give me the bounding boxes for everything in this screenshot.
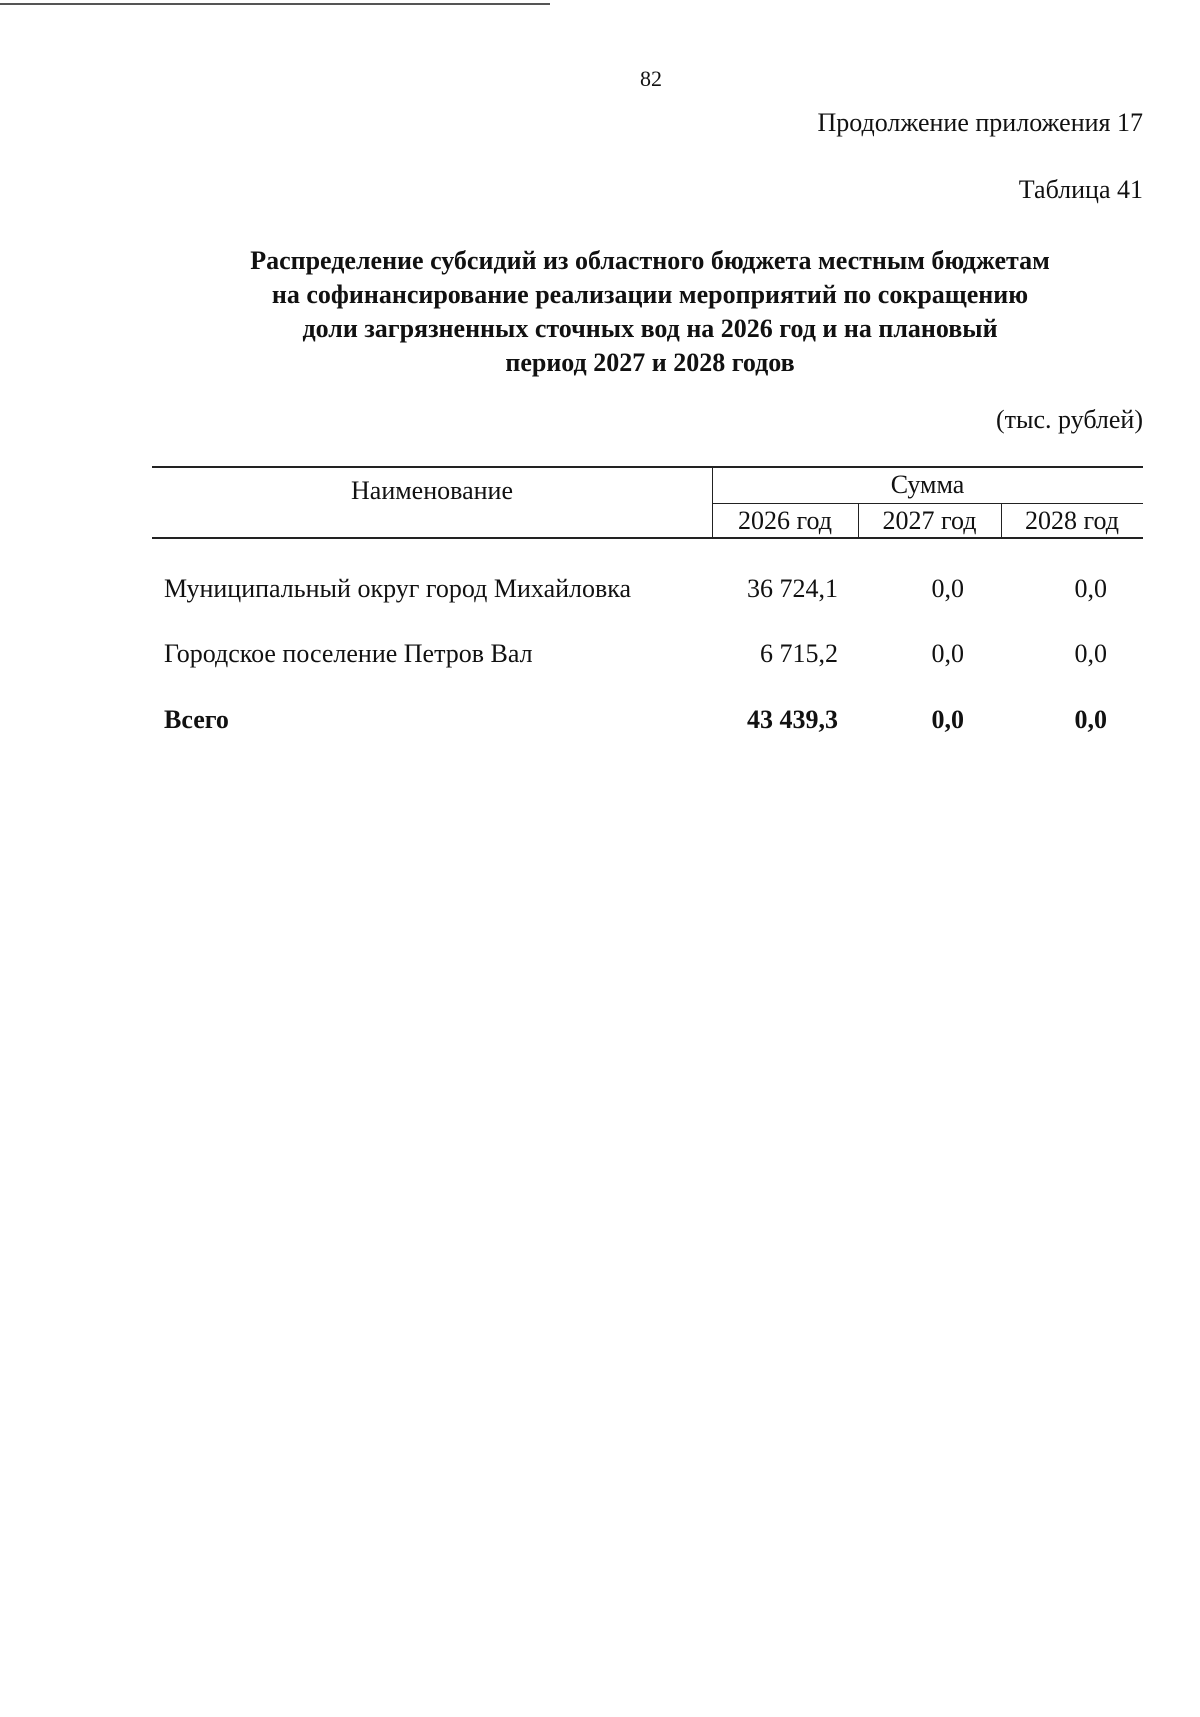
header-year-2027: 2027 год (882, 506, 977, 535)
total-value-2026: 43 439,3 (747, 705, 838, 734)
title-line-4: период 2027 и 2028 годов (505, 348, 795, 377)
table-header (152, 466, 1143, 539)
document-title (150, 244, 1150, 380)
header-bottom-rule (152, 537, 1143, 539)
header-year-2028: 2028 год (1025, 506, 1119, 535)
row-name: Городское поселение Петров Вал (164, 639, 533, 668)
table-total-row (152, 700, 1143, 740)
total-value-2027: 0,0 (931, 705, 964, 734)
row-value-2027: 0,0 (931, 574, 964, 603)
table-number: Таблица 41 (1018, 175, 1143, 204)
title-line-2: на софинансирование реализации мероприятий по сокращению (271, 280, 1029, 309)
header-name: Наименование (351, 476, 513, 505)
title-line-3: доли загрязненных сточных вод на 2026 год и на плановый (302, 314, 998, 343)
units-label: (тыс. рублей) (995, 405, 1143, 434)
row-value-2028: 0,0 (1074, 639, 1107, 668)
row-value-2026: 6 715,2 (760, 639, 838, 668)
scan-edge-line (0, 3, 550, 5)
header-year-2026: 2026 год (738, 506, 832, 535)
appendix-continuation: Продолжение приложения 17 (817, 108, 1143, 137)
header-sum: Сумма (890, 470, 965, 499)
row-value-2027: 0,0 (931, 639, 964, 668)
page-number: 82 (640, 66, 662, 91)
table-row (152, 634, 1143, 674)
row-value-2028: 0,0 (1074, 574, 1107, 603)
row-value-2026: 36 724,1 (747, 574, 838, 603)
row-name: Муниципальный округ город Михайловка (164, 574, 632, 603)
total-value-2028: 0,0 (1074, 705, 1107, 734)
title-line-1: Распределение субсидий из областного бюджета местным бюджетам (250, 246, 1050, 275)
table-row (152, 569, 1143, 609)
total-label: Всего (164, 705, 229, 734)
